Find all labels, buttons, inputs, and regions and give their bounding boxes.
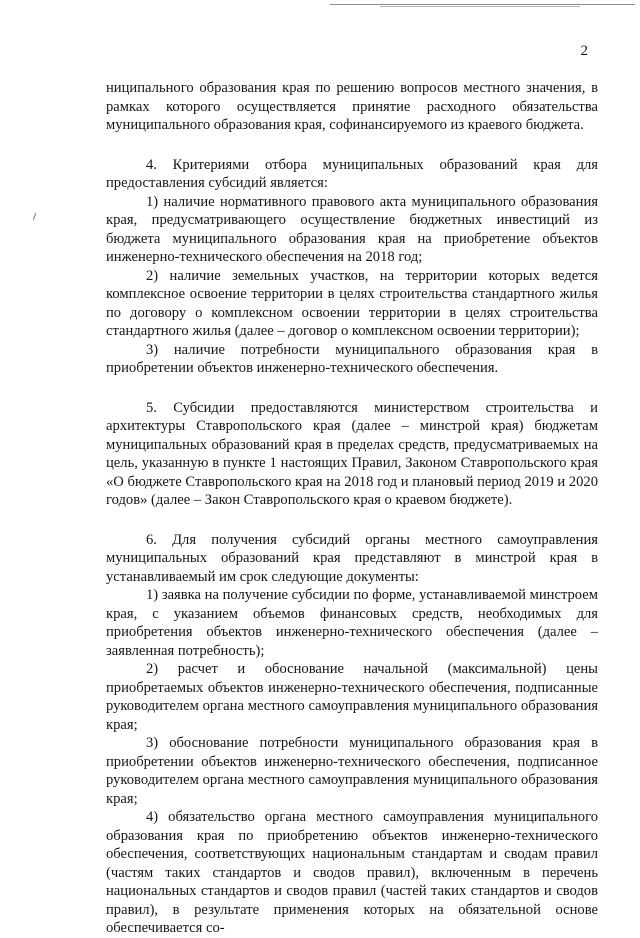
document-body bbox=[106, 79, 598, 938]
paragraph-document-4: 4) обязательство органа местного самоуправления муниципального образования края по приобретению объектов инженерно-технического обеспечения, соответствующих национальным стандартам и сводам правил (частям таких стандартов и сводов правил), включенным в перечень национальных стандартов и сводов правил (частей таких стандартов и сводов правил), в результате применения которых на обязательной основе обеспечивается со- bbox=[106, 809, 598, 936]
paragraph-document-3: 3) обоснование потребности муниципального образования края в приобретении объектов инженерно-технического обеспечения, подписанное руководителем органа местного самоуправления муниципального образования края; bbox=[106, 735, 598, 807]
page-number: 2 bbox=[580, 43, 588, 59]
scan-edge-line bbox=[330, 4, 635, 5]
paragraph-document-1: 1) заявка на получение субсидии по форме, устанавливаемой минстроем края, с указанием объемов финансовых средств, необходимых для приобретения объектов инженерно-технического обеспечения (далее – заявленная потребность); bbox=[106, 587, 598, 659]
scan-edge-line bbox=[380, 6, 580, 7]
paragraph-criterion-3: 3) наличие потребности муниципального образования края в приобретении объектов инженерно-технического обеспечения. bbox=[106, 341, 598, 376]
paragraph-document-2: 2) расчет и обоснование начальной (максимальной) цены приобретаемых объектов инженерно-технического обеспечения, подписанные руководителем органа местного самоуправления муниципального образования края; bbox=[106, 661, 598, 733]
paragraph-section-5: 5. Субсидии предоставляются министерством строительства и архитектуры Ставропольского края (далее – минстрой края) бюджетам муниципальных образований края в пределах средств, предусматриваемых на цель, указанную в пункте 1 настоящих Правил, Законом Ставропольского края «О бюджете Ставропольского края на 2018 год и плановый период 2019 и 2020 годов» (далее – Закон Ставропольского края о краевом бюджете). bbox=[106, 399, 598, 508]
paragraph-criterion-1: 1) наличие нормативного правового акта муниципального образования края, предусматривающего осуществление бюджетных инвестиций из бюджета муниципального образования края на приобретение объектов инженерно-технического обеспечения на 2018 год; bbox=[106, 193, 598, 265]
paragraph-section-4: 4. Критериями отбора муниципальных образований края для предоставления субсидий является: bbox=[106, 156, 598, 191]
scan-mark bbox=[33, 213, 36, 220]
paragraph-section-6: 6. Для получения субсидий органы местного самоуправления муниципальных образований края представляют в минстрой края в устанавливаемый им срок следующие документы: bbox=[106, 531, 598, 585]
paragraph-criterion-2: 2) наличие земельных участков, на территории которых ведется комплексное освоение территории в целях строительства стандартного жилья по договору о комплексном освоении территории в целях строительства стандартного жилья (далее – договор о комплексном освоении территории); bbox=[106, 267, 598, 339]
paragraph-continuation: ниципального образования края по решению вопросов местного значения, в рамках которого осуществляется принятие расходного обязательства муниципального образования края, софинансируемого из краевого бюджета. bbox=[106, 80, 598, 133]
